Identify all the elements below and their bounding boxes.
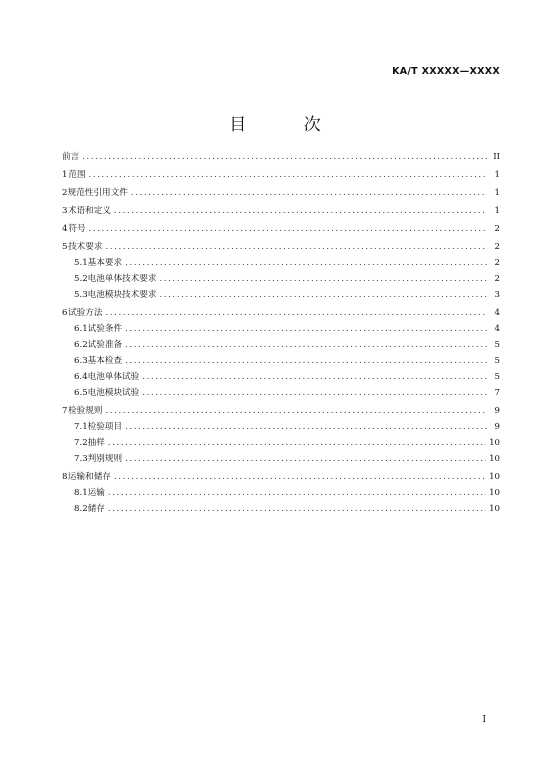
toc-row[interactable] [74, 452, 500, 466]
toc-page-number: 10 [489, 454, 500, 464]
toc-label: 符号 [68, 224, 86, 234]
toc-section-number: 5.3 [74, 290, 88, 300]
toc-section-number: 7 [62, 406, 68, 416]
toc-label: 试验方法 [68, 308, 103, 318]
toc-section-number: 5 [62, 242, 68, 252]
toc-label: 判别规则 [87, 454, 123, 464]
toc-section-number: 7.3 [74, 454, 88, 464]
standard-code: KA/T XXXXX—XXXX [392, 66, 500, 77]
toc-section-number: 6 [62, 308, 68, 318]
toc-label: 前言 [62, 152, 80, 162]
toc-label: 电池单体试验 [87, 372, 140, 382]
toc-page-number: 2 [494, 274, 500, 284]
toc-row[interactable] [74, 502, 500, 516]
toc-leader-dots [159, 288, 487, 302]
toc-leader-dots [125, 452, 486, 466]
toc-leader-dots [105, 404, 487, 418]
toc-label: 试验条件 [87, 324, 123, 334]
toc-label: 术语和定义 [67, 206, 111, 216]
toc-label: 范围 [68, 170, 86, 180]
toc-leader-dots [142, 386, 487, 400]
toc-row[interactable] [62, 240, 500, 254]
toc-row[interactable] [74, 386, 500, 400]
toc-page-number: 5 [494, 356, 500, 366]
toc-page-number: 9 [494, 422, 500, 432]
toc-label: 检验项目 [87, 422, 123, 432]
toc-label: 规范性引用文件 [67, 188, 128, 198]
toc-row[interactable] [74, 370, 500, 384]
toc-leader-dots [108, 436, 486, 450]
toc-page-number: 5 [494, 372, 500, 382]
toc-row[interactable] [62, 222, 500, 236]
toc-page-number: 1 [494, 188, 500, 198]
toc-section-number: 7.2 [74, 438, 88, 448]
toc-section-number: 8.2 [74, 504, 88, 514]
toc-row[interactable] [62, 186, 500, 200]
toc-leader-dots [125, 420, 487, 434]
toc-row[interactable] [62, 306, 500, 320]
toc-section-number: 1 [62, 170, 68, 180]
toc-label: 基本要求 [87, 258, 123, 268]
toc-row[interactable] [74, 256, 500, 270]
toc-leader-dots [82, 150, 487, 164]
toc-label: 技术要求 [68, 242, 103, 252]
toc-page-number: 10 [489, 472, 500, 482]
toc-leader-dots [108, 486, 486, 500]
toc-leader-dots [114, 204, 487, 218]
toc-label: 储存 [87, 504, 105, 514]
toc-page-number: 5 [494, 340, 500, 350]
toc-page-number: 7 [494, 388, 500, 398]
page-title: 目 次 [229, 115, 347, 135]
toc-leader-dots [142, 370, 487, 384]
toc-leader-dots [89, 222, 487, 236]
toc-page-number: 9 [494, 406, 500, 416]
toc-section-number: 3 [62, 206, 68, 216]
toc-section-number: 2 [62, 188, 68, 198]
toc-row[interactable] [74, 420, 500, 434]
toc-label: 电池单体技术要求 [87, 274, 157, 284]
toc-label: 电池模块技术要求 [87, 290, 157, 300]
toc-row[interactable] [62, 150, 500, 164]
toc-section-number: 6.4 [74, 372, 88, 382]
toc-page-number: 3 [494, 290, 500, 300]
toc-row[interactable] [74, 486, 500, 500]
toc-page-number: 4 [494, 308, 500, 318]
toc-page-number: II [493, 152, 500, 162]
toc-page-number: 2 [494, 258, 500, 268]
toc-leader-dots [131, 186, 487, 200]
toc-section-number: 6.5 [74, 388, 88, 398]
toc-leader-dots [125, 256, 487, 270]
toc-section-number: 5.1 [74, 258, 88, 268]
toc-row[interactable] [74, 354, 500, 368]
toc-label: 基本检查 [87, 356, 123, 366]
toc-page-number: 2 [494, 224, 500, 234]
toc-row[interactable] [74, 436, 500, 450]
toc-row[interactable] [62, 404, 500, 418]
toc-leader-dots [105, 306, 487, 320]
toc-page-number: 4 [494, 324, 500, 334]
toc-page-number: 10 [489, 488, 500, 498]
toc-page-number: 2 [494, 242, 500, 252]
toc-row[interactable] [62, 204, 500, 218]
toc-section-number: 4 [62, 224, 68, 234]
toc-section-number: 8.1 [74, 488, 88, 498]
footer-page-number: I [482, 715, 486, 725]
toc-label: 运输 [87, 488, 105, 498]
toc-row[interactable] [62, 470, 500, 484]
toc-leader-dots [159, 272, 487, 286]
toc-page-number: 1 [494, 170, 500, 180]
toc-page-number: 10 [489, 504, 500, 514]
toc-leader-dots [89, 168, 487, 182]
toc-label: 检验规则 [68, 406, 103, 416]
toc-label: 抽样 [87, 438, 105, 448]
toc-section-number: 8 [62, 472, 68, 482]
toc-leader-dots [125, 354, 487, 368]
toc-row[interactable] [62, 168, 500, 182]
toc-row[interactable] [74, 338, 500, 352]
toc-page-number: 10 [489, 438, 500, 448]
toc-leader-dots [105, 240, 487, 254]
toc-leader-dots [108, 502, 486, 516]
toc-row[interactable] [74, 272, 500, 286]
toc-section-number: 6.3 [74, 356, 88, 366]
toc-leader-dots [125, 338, 487, 352]
toc-label: 试验准备 [87, 340, 123, 350]
toc-row[interactable] [74, 322, 500, 336]
toc-page-number: 1 [494, 206, 500, 216]
toc-label: 运输和储存 [67, 472, 111, 482]
toc-label: 电池模块试验 [87, 388, 140, 398]
toc-section-number: 6.1 [74, 324, 88, 334]
toc-leader-dots [114, 470, 486, 484]
toc-section-number: 6.2 [74, 340, 88, 350]
toc-section-number: 7.1 [74, 422, 88, 432]
toc-section-number: 5.2 [74, 274, 88, 284]
toc-row[interactable] [74, 288, 500, 302]
toc-leader-dots [125, 322, 487, 336]
